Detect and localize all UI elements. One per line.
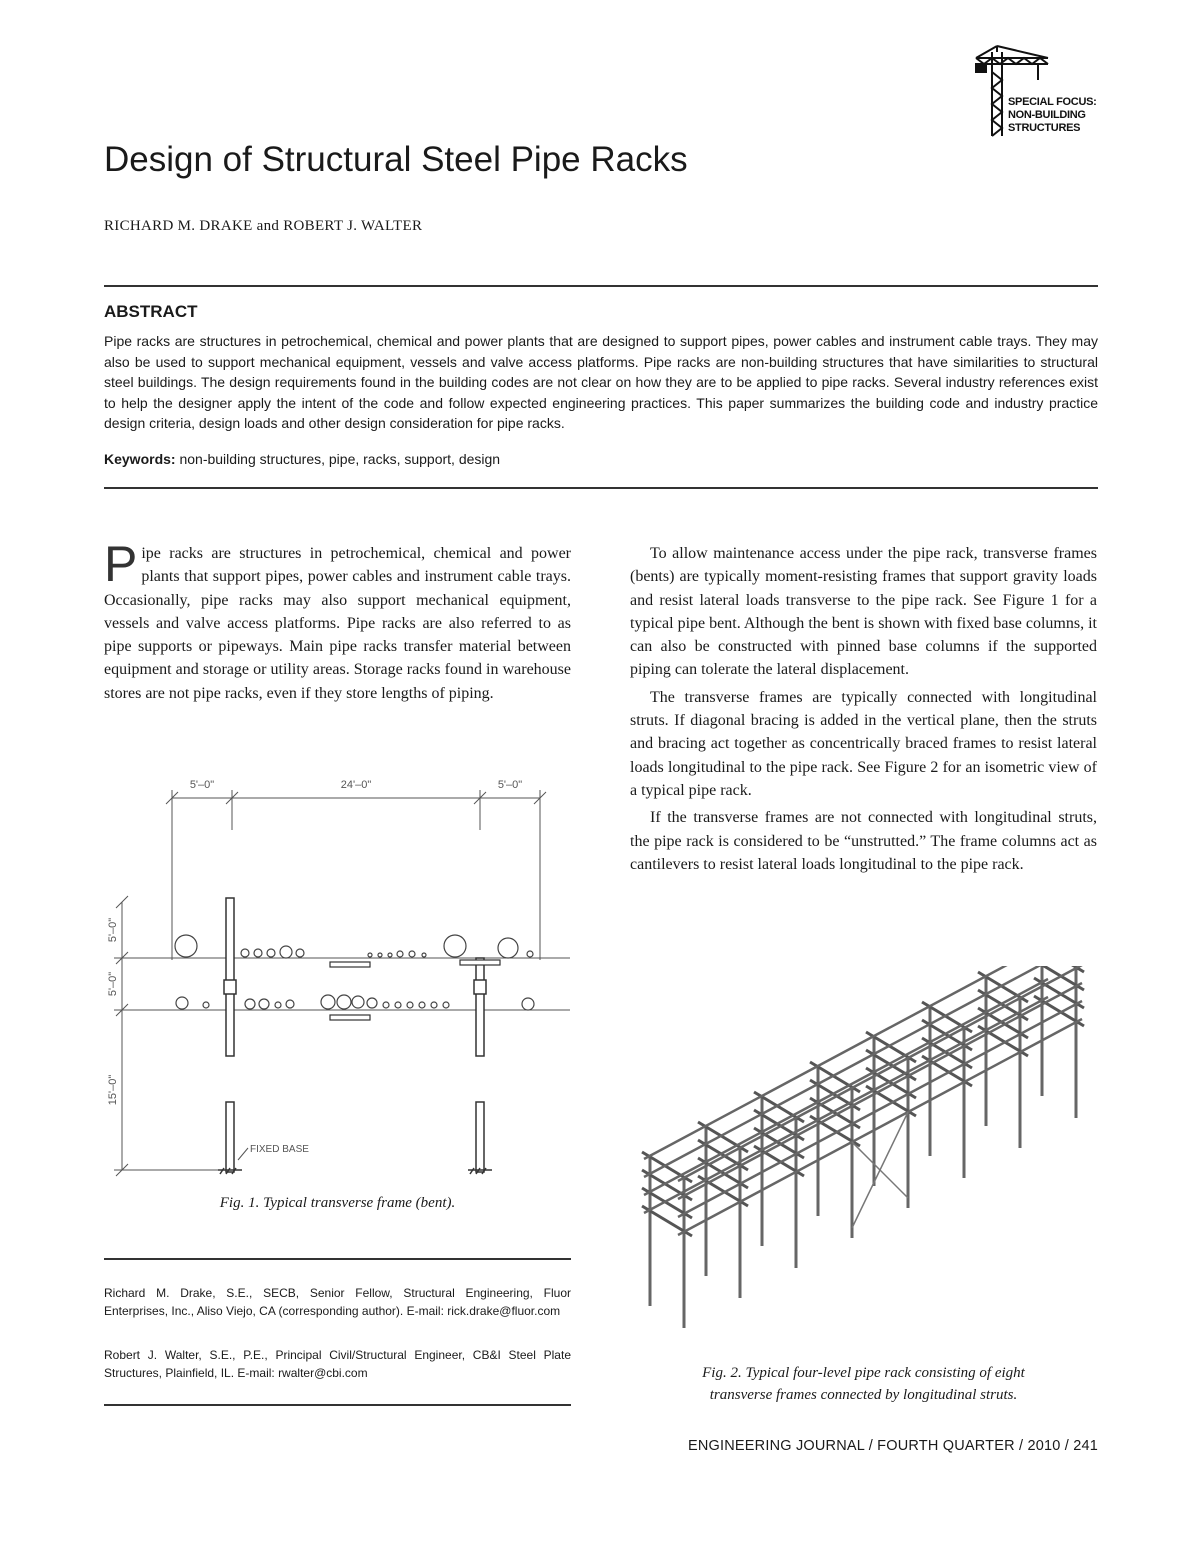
badge-text bbox=[1008, 96, 1097, 135]
footnote-author-2: Robert J. Walter, S.E., P.E., Principal Civil/Structural Engineer, CB&I Steel Plate Structures, Plainfield, IL. E-mail: rwalter@cbi.com bbox=[104, 1348, 571, 1380]
keywords bbox=[104, 451, 500, 467]
divider-top bbox=[104, 285, 1098, 287]
paragraph-intro bbox=[104, 536, 571, 705]
paragraph-intro-text: ipe racks are structures in petrochemical, chemical and power plants that support pipes, power cables and instrument cable trays. Occasionally, pipe racks may also support mechanical equipment, vessels and valve access platforms. Pipe racks are also referred to as pipe supports or pipeways. Main pipe racks transfer material between equipment and storage or utility areas. Storage racks found in warehouse stores are not pipe racks, even if they store lengths of piping. bbox=[104, 545, 571, 702]
footnote-rule-top bbox=[104, 1258, 571, 1260]
divider-abstract bbox=[104, 487, 1098, 489]
badge-line-3: STRUCTURES bbox=[1008, 122, 1081, 134]
journal-footer: ENGINEERING JOURNAL / FOURTH QUARTER / 2010 / 241 bbox=[688, 1438, 1098, 1454]
footnote-author-1: Richard M. Drake, S.E., SECB, Senior Fellow, Structural Engineering, Fluor Enterprises, Inc., Aliso Viejo, CA (corresponding author). E-mail: rick.drake@fluor.com bbox=[104, 1286, 571, 1318]
dim-v-mid-label: 5'–0" bbox=[107, 971, 119, 997]
keywords-label: Keywords: bbox=[104, 451, 176, 467]
figure-2-caption-line-2: transverse frames connected by longitudinal struts. bbox=[709, 1387, 1018, 1403]
abstract-text: Pipe racks are structures in petrochemical, chemical and power plants that are designed to support pipes, power cables and instrument cable trays. They may also be used to support mechanical equipment, vessels and valve access platforms. Pipe racks are non-building structures that have similarities to structural steel buildings. The design requirements found in the building codes are not clear on how they are to be applied to pipe racks. Several industry references exist to help the designer apply the intent of the code and follow expected engineering practices. This paper summarizes the building code and industry practice design criteria, design loads and other design consideration for pipe racks. bbox=[104, 333, 1098, 431]
paragraph-unstrutted: If the transverse frames are not connected with longitudinal struts, the pipe rack is considered to be “unstrutted.” The frame columns act as cantilevers to resist lateral loads longitudinal to the pipe rack. bbox=[630, 809, 1097, 873]
figure-2 bbox=[628, 966, 1108, 1356]
fixed-base-label: FIXED BASE bbox=[250, 1144, 309, 1155]
rack-member bbox=[852, 1112, 908, 1228]
body-column-right bbox=[630, 542, 1097, 876]
dim-v-bottom-label: 15'–0" bbox=[107, 1074, 119, 1106]
figure-1 bbox=[100, 770, 580, 1180]
footnote-rule-bottom bbox=[104, 1404, 571, 1406]
dim-right-label: 5'–0" bbox=[497, 779, 523, 791]
abstract-heading: ABSTRACT bbox=[104, 302, 198, 321]
drop-cap: P bbox=[104, 536, 138, 592]
dim-left-label: 5'–0" bbox=[189, 779, 215, 791]
keywords-list: non-building structures, pipe, racks, support, design bbox=[179, 451, 501, 467]
transverse-frame-drawing bbox=[100, 770, 580, 1180]
dim-mid-label: 24'–0" bbox=[340, 779, 372, 791]
figure-2-caption-line-1: Fig. 2. Typical four-level pipe rack consisting of eight bbox=[702, 1365, 1025, 1381]
body-column-left bbox=[104, 536, 571, 705]
badge-line-2: NON-BUILDING bbox=[1008, 109, 1086, 121]
special-focus-badge bbox=[968, 44, 1108, 144]
paragraph-bents: To allow maintenance access under the pipe rack, transverse frames (bents) are typically moment-resisting frames that support gravity loads and resist lateral loads transverse to the pipe rack. See Figure 1 for a typical pipe bent. Although the bent is shown with fixed base columns, it can also be constructed with pinned base columns if the supported piping can tolerate the lateral displacement. bbox=[630, 545, 1097, 679]
dim-v-top-label: 5'–0" bbox=[107, 917, 119, 943]
badge-line-1: SPECIAL FOCUS: bbox=[1008, 96, 1097, 108]
isometric-pipe-rack-drawing bbox=[628, 966, 1108, 1356]
figure-1-caption: Fig. 1. Typical transverse frame (bent). bbox=[219, 1195, 456, 1211]
figure-2-caption bbox=[630, 1362, 1097, 1406]
paragraph-struts: The transverse frames are typically connected with longitudinal struts. If diagonal bracing is added in the vertical plane, then the struts and bracing act together as concentrically braced frames to resist lateral loads longitudinal to the pipe rack. See Figure 2 for an isometric view of a typical pipe rack. bbox=[630, 688, 1097, 799]
authors: RICHARD M. DRAKE and ROBERT J. WALTER bbox=[104, 218, 423, 234]
page-title: Design of Structural Steel Pipe Racks bbox=[104, 140, 688, 179]
